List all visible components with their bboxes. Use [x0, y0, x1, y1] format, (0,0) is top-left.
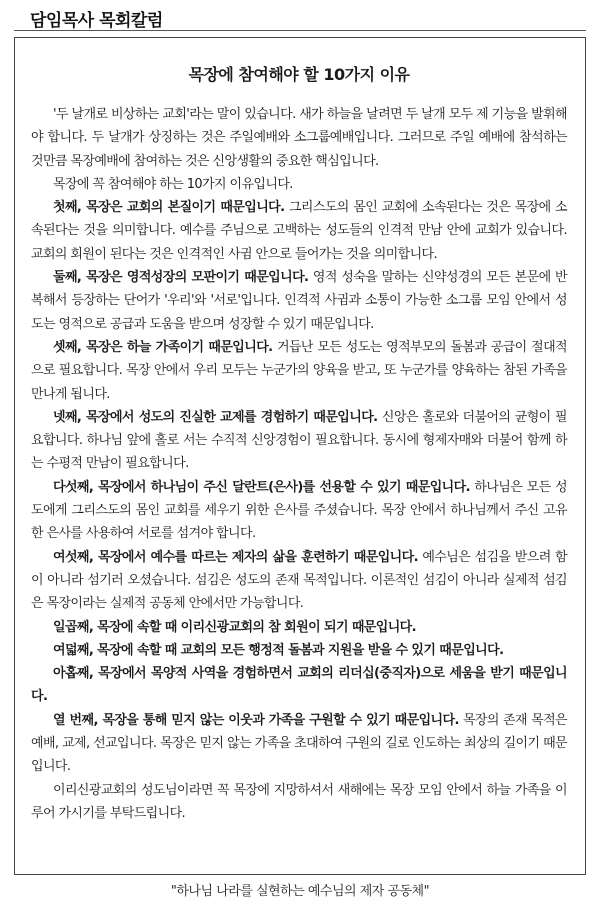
paragraph-text: 이리신광교회의 성도님이라면 꼭 목장에 지망하셔서 새해에는 목장 모임 안에서 하늘 가족을 이루어 가시기를 부탁드립니다.: [31, 782, 567, 821]
paragraph-text: 그리스도의 몸인 교회에 소속된다는 것은 목장에 소속된다는 것을 의미합니다. 예수를 주님으로 고백하는 성도들의 인격적 만남 안에 교회가 있습니다. 교회의 회원이 된다는 것은 인격적인 사귐 안으로 들어가는 것을 의미합니다.: [31, 200, 567, 262]
paragraph-text: 하나님은 모든 성도에게 그리스도의 몸인 교회를 세우기 위한 은사를 주셨습니다. 목장 안에서 하나님께서 주신 고유한 은사를 사용하여 서로를 섬겨야 합니다.: [31, 479, 567, 542]
paragraph-text: 목장의 존재 목적은 예배, 교제, 선교입니다. 목장은 믿지 않는 가족을 초대하여 구원의 길로 인도하는 최상의 길이기 때문입니다.: [31, 712, 567, 775]
article-box: [14, 37, 586, 875]
article-paragraph: [31, 546, 567, 616]
paragraph-lead: 넷째, 목장에서 성도의 진실한 교제를 경험하기 때문입니다.: [53, 409, 378, 425]
column-header: [0, 0, 600, 36]
footer-slogan: "하나님 나라를 실현하는 예수님의 제자 공동체": [170, 884, 430, 899]
paragraph-lead: 셋째, 목장은 하늘 가족이기 때문입니다.: [53, 339, 273, 355]
paragraph-lead: 여섯째, 목장에서 예수를 따르는 제자의 삶을 훈련하기 때문입니다.: [53, 549, 418, 565]
paragraph-text: 예수님은 섬김을 받으려 함이 아니라 섬기러 오셨습니다. 섬김은 성도의 존재 목적입니다. 이론적인 섬김이 아니라 실제적 섬김은 목장이라는 실제적 공동체 안에서만 가능합니다.: [31, 549, 568, 612]
article-paragraph: [31, 406, 567, 476]
article-paragraph: [31, 639, 567, 662]
header-divider: [14, 30, 586, 31]
article-title: 목장에 참여해야 할 10가지 이유: [188, 65, 410, 84]
article-paragraph: [31, 476, 567, 546]
article-paragraph: [31, 662, 567, 709]
column-header-title: 담임목사 목회칼럼: [30, 11, 163, 31]
paragraph-lead: 여덟째, 목장에 속할 때 교회의 모든 행정적 돌봄과 지원을 받을 수 있기 때문입니다.: [53, 642, 504, 658]
article-paragraph: [31, 709, 567, 779]
article-paragraph: [31, 336, 567, 406]
article-paragraph: [31, 266, 567, 336]
article-paragraph: [31, 779, 567, 826]
paragraph-text: 영적 성숙을 말하는 신약성경의 모든 본문에 반복해서 등장하는 단어가 '우리'와 '서로'입니다. 인격적 사귐과 소통이 가능한 소그룹 모임 안에서 성도는 영적으로 공급과 도움을 받으며 성장할 수 있기 때문입니다.: [31, 270, 567, 332]
paragraph-text: 거듭난 모든 성도는 영적부모의 돌봄과 공급이 절대적으로 필요합니다. 목장 안에서 우리 모두는 누군가의 양육을 받고, 또 누군가를 양육하는 참된 가족을 만나게 됩니다.: [31, 339, 567, 402]
paragraph-lead: 다섯째, 목장에서 하나님이 주신 달란트(은사)를 선용할 수 있기 때문입니다.: [53, 479, 470, 495]
article-paragraph: [31, 616, 567, 639]
article-paragraph: [31, 173, 567, 196]
paragraph-text: 신앙은 홀로와 더불어의 균형이 필요합니다. 하나님 앞에 홀로 서는 수직적 신앙경험이 필요합니다. 동시에 형제자매와 더불어 함께 하는 수평적 만남이 필요합니다.: [31, 409, 567, 472]
paragraph-lead: 둘째, 목장은 영적성장의 모판이기 때문입니다.: [53, 270, 309, 286]
paragraph-lead: 열 번째, 목장을 통해 믿지 않는 이웃과 가족을 구원할 수 있기 때문입니다.: [53, 712, 459, 728]
article-paragraph: [31, 103, 567, 173]
paragraph-text: 목장에 꼭 참여해야 하는 10가지 이유입니다.: [53, 176, 293, 192]
paragraph-lead: 아홉째, 목장에서 목양적 사역을 경험하면서 교회의 리더십(중직자)으로 세움을 받기 때문입니다.: [31, 666, 567, 705]
paragraph-text: '두 날개로 비상하는 교회'라는 말이 있습니다. 새가 하늘을 날려면 두 날개 모두 제 기능을 발휘해야 합니다. 두 날개가 상징하는 것은 주일예배와 소그룹예배입니다. 그러므로 주일 예배에 참석하는 것만큼 목장예배에 참여하는 것은 신앙생활의 중요한 핵심입니다.: [31, 107, 567, 169]
article-paragraph: [31, 196, 567, 266]
paragraph-lead: 일곱째, 목장에 속할 때 이리신광교회의 참 회원이 되기 때문입니다.: [53, 619, 416, 635]
paragraph-lead: 첫째, 목장은 교회의 본질이기 때문입니다.: [53, 200, 285, 216]
